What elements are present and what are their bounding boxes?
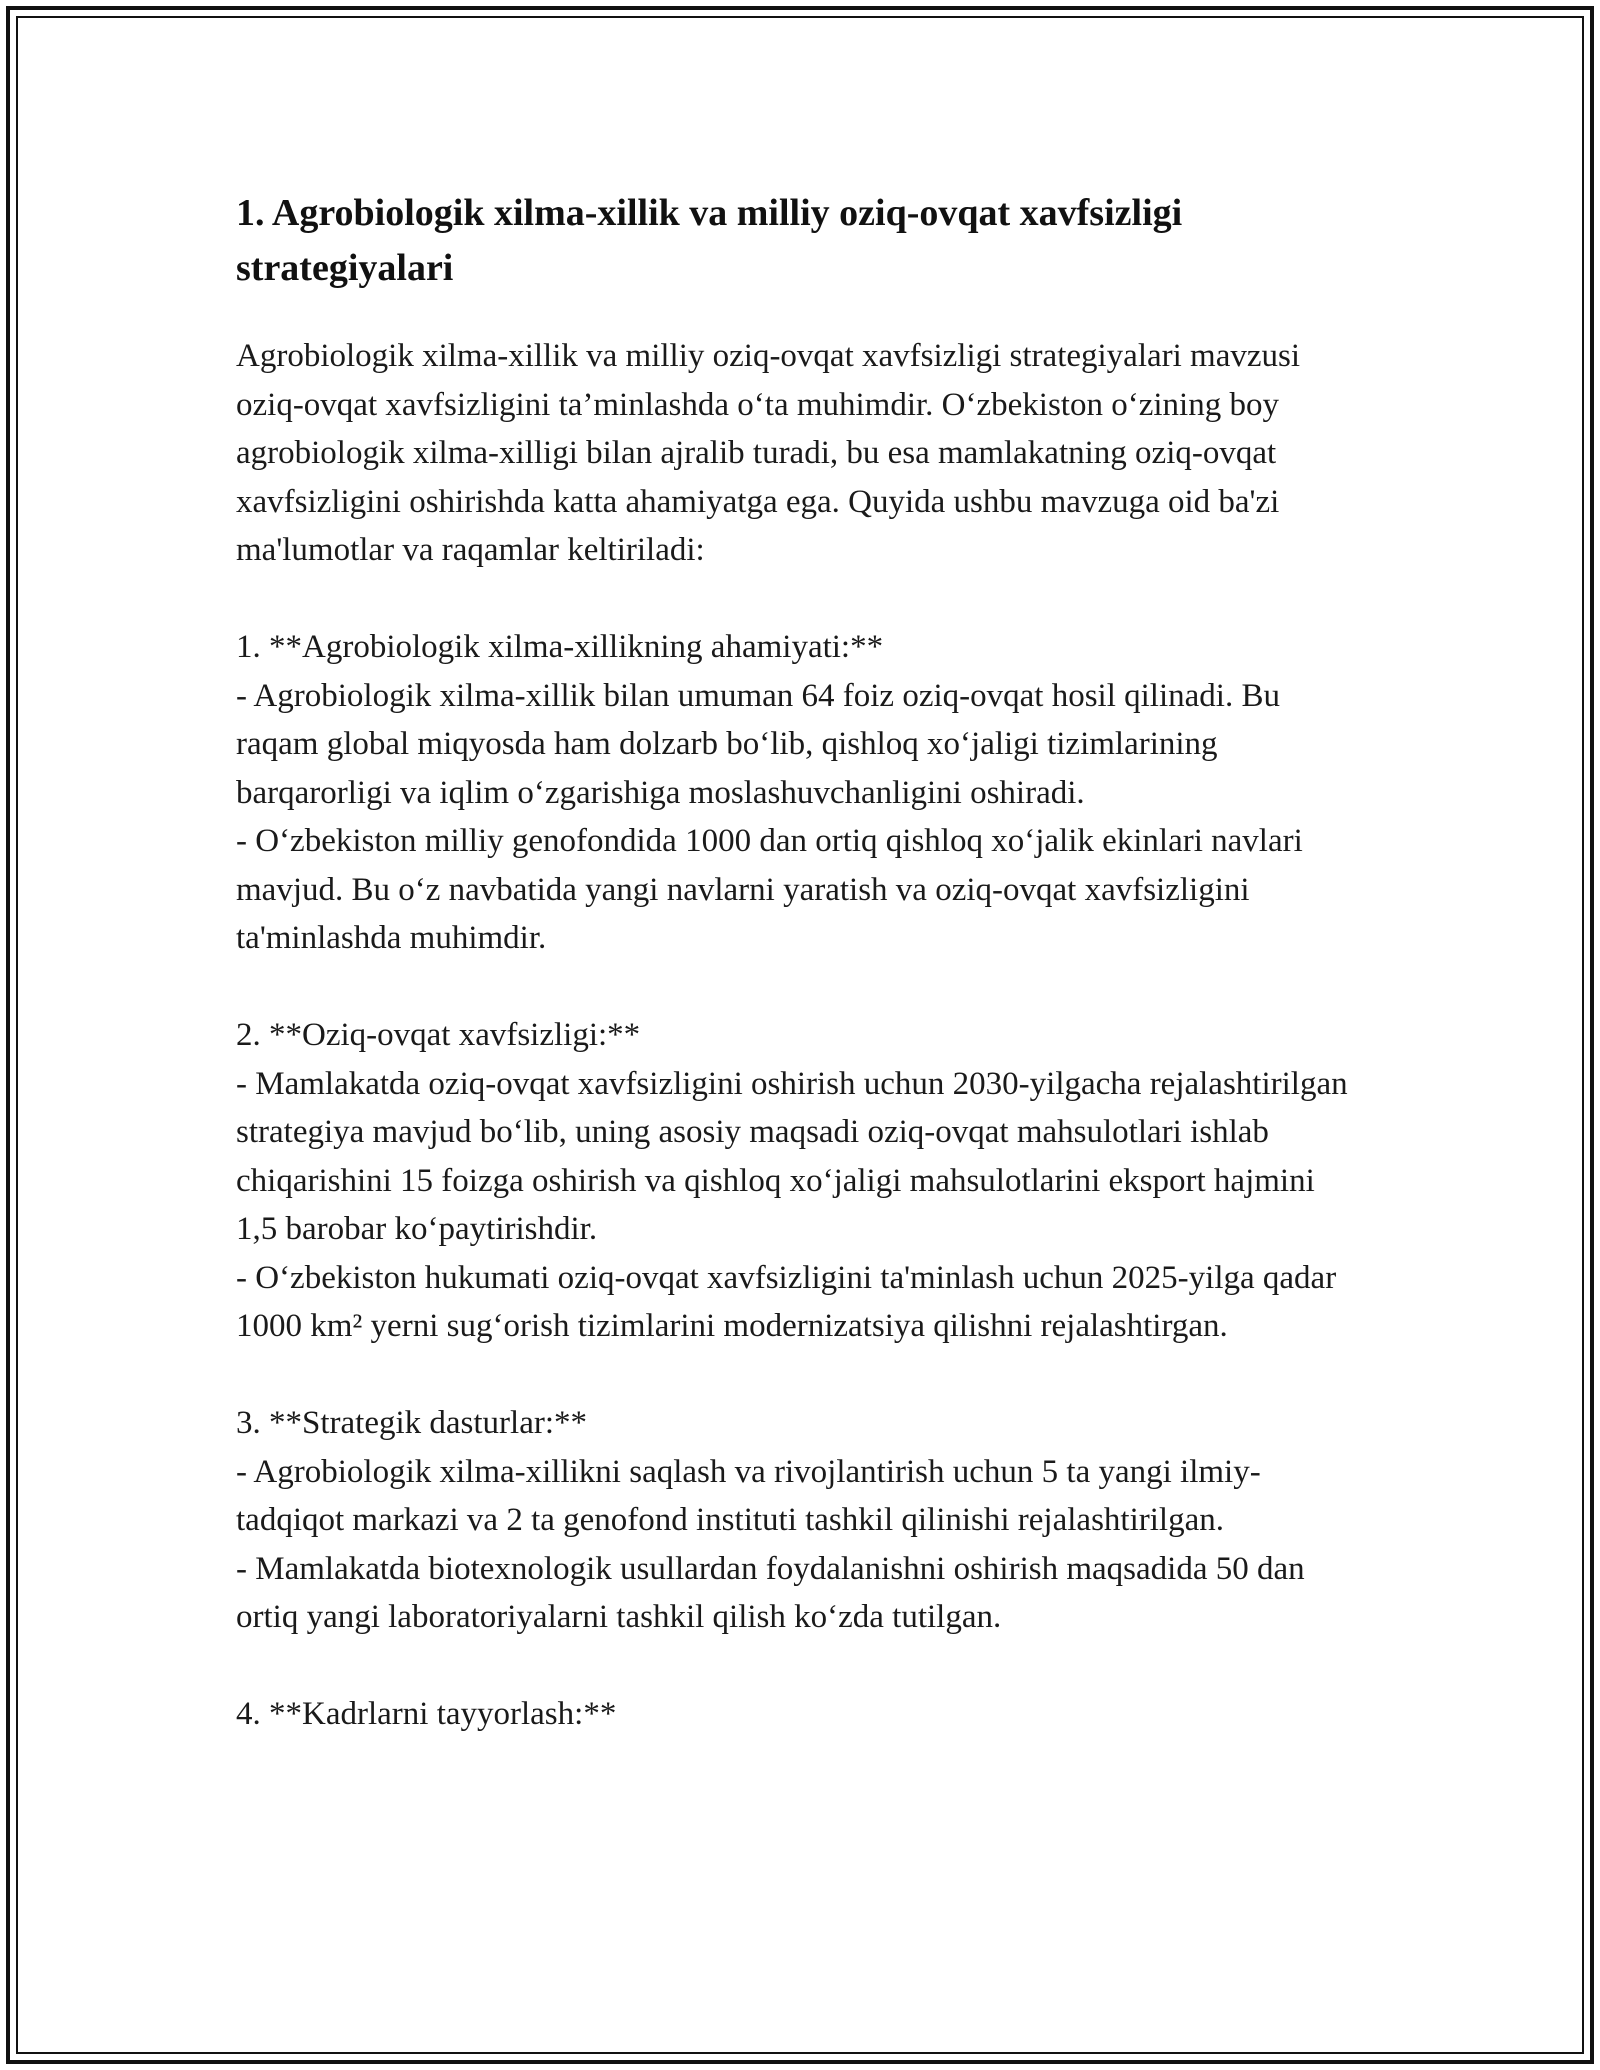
paragraph-gap — [236, 1351, 1356, 1400]
section-heading: 2. **Oziq-ovqat xavfsizligi:** — [236, 1017, 641, 1053]
section-heading: 4. **Kadrlarni tayyorlash:** — [236, 1696, 617, 1732]
document-title: 1. Agrobiologik xilma-xillik va milliy oziq-ovqat xavfsizligi strategiyalari — [236, 192, 1183, 289]
paragraph-gap — [236, 575, 1356, 624]
document-body — [236, 186, 1356, 1739]
section-4 — [236, 1690, 1356, 1739]
section-3 — [236, 1399, 1356, 1642]
intro-paragraph: Agrobiologik xilma-xillik va milliy oziq-ovqat xavfsizligi strategiyalari mavzusi oziq-ovqat xavfsizligini ta’minlashda o‘ta muhimdir. O‘zbekiston o‘zining boy agrobiologik xilma-xilligi bilan ajralib turadi, bu esa mamlakatning oziq-ovqat xavfsizligini oshirishda katta ahamiyatga ega. Quyida ushbu mavzuga oid ba'zi ma'lumotlar va raqamlar keltiriladi: — [236, 338, 1301, 568]
section-item: - O‘zbekiston hukumati oziq-ovqat xavfsizligini ta'minlash uchun 2025-yilga qadar 1000 km² yerni sug‘orish tizimlarini modernizatsiya qilishni rejalashtirgan. — [236, 1259, 1337, 1344]
paragraph-gap — [236, 963, 1356, 1012]
section-item: - Mamlakatda oziq-ovqat xavfsizligini oshirish uchun 2030-yilgacha rejalashtirilgan strategiya mavjud bo‘lib, uning asosiy maqsadi oziq-ovqat mahsulotlari ishlab chiqarishini 15 foizga oshirish va qishloq xo‘jaligi mahsulotlarini eksport hajmini 1,5 barobar ko‘paytirishdir. — [236, 1065, 1348, 1247]
section-1 — [236, 623, 1356, 963]
section-item: - Agrobiologik xilma-xillik bilan umuman 64 foiz oziq-ovqat hosil qilinadi. Bu raqam global miqyosda ham dolzarb bo‘lib, qishloq xo‘jaligi tizimlarining barqarorligi va iqlim o‘zgarishiga moslashuvchanligini oshiradi. — [236, 677, 1280, 811]
paragraph-gap — [236, 1642, 1356, 1691]
section-item: - Agrobiologik xilma-xillikni saqlash va rivojlantirish uchun 5 ta yangi ilmiy-tadqiqot markazi va 2 ta genofond instituti tashkil qilinishi rejalashtirilgan. — [236, 1453, 1261, 1538]
section-heading: 3. **Strategik dasturlar:** — [236, 1405, 588, 1441]
section-item: - O‘zbekiston milliy genofondida 1000 dan ortiq qishloq xo‘jalik ekinlari navlari mavjud. Bu o‘z navbatida yangi navlarni yaratish va oziq-ovqat xavfsizligini ta'minlashda muhimdir. — [236, 823, 1303, 956]
section-item: - Mamlakatda biotexnologik usullardan foydalanishni oshirish maqsadida 50 dan ortiq yangi laboratoriyalarni tashkil qilish ko‘zda tutilgan. — [236, 1550, 1305, 1635]
section-2 — [236, 1011, 1356, 1351]
section-heading: 1. **Agrobiologik xilma-xillikning ahamiyati:** — [236, 629, 884, 665]
